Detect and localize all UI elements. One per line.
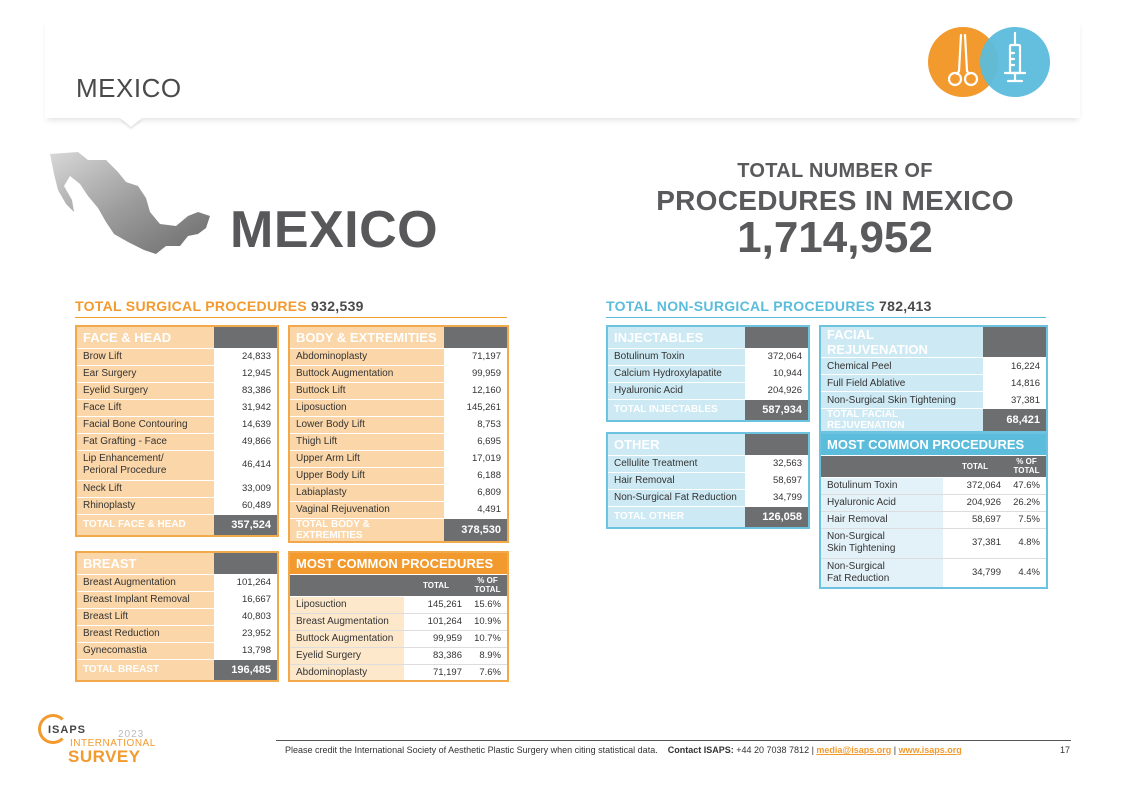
row-percent: 4.4% <box>1007 558 1047 588</box>
row-label: Upper Body Lift <box>289 467 444 484</box>
surgical-body-table <box>288 325 509 543</box>
surgical-most_common-table <box>288 551 509 682</box>
table-title: FACIAL REJUVENATION <box>820 326 983 358</box>
table-row <box>289 382 508 399</box>
logo-isaps: ISAPS <box>48 724 87 736</box>
row-percent: 4.8% <box>1007 528 1047 558</box>
table-header-row <box>289 552 508 574</box>
table-row <box>76 399 278 416</box>
row-label: Gynecomastia <box>76 642 214 659</box>
row-label: Breast Implant Removal <box>76 591 214 608</box>
subheader-spacer <box>820 455 943 477</box>
total-label: TOTAL FACE & HEAD <box>76 514 214 536</box>
table-row <box>289 484 508 501</box>
surgical-breast-table <box>75 551 279 682</box>
row-label: Facial Bone Contouring <box>76 416 214 433</box>
surgical-face_head-table <box>75 325 279 537</box>
row-value: 6,809 <box>444 484 508 501</box>
row-label: Labiaplasty <box>289 484 444 501</box>
row-value: 12,160 <box>444 382 508 399</box>
logo-survey: SURVEY <box>68 747 141 766</box>
table-row <box>289 613 508 630</box>
total-value: 196,485 <box>214 659 278 681</box>
table-row <box>820 528 1047 558</box>
row-label: Breast Augmentation <box>289 613 404 630</box>
table-header-row <box>607 433 809 455</box>
row-value: 16,224 <box>983 358 1047 375</box>
table-subheader-row <box>289 574 508 596</box>
table-row <box>289 647 508 664</box>
table-total-row <box>289 518 508 542</box>
row-label: Thigh Lift <box>289 433 444 450</box>
table-title: MOST COMMON PROCEDURES <box>820 433 1047 455</box>
row-label: Ear Surgery <box>76 365 214 382</box>
row-label: Cellulite Treatment <box>607 455 745 472</box>
row-percent: 7.6% <box>468 664 508 681</box>
row-label: Botulinum Toxin <box>607 348 745 365</box>
row-label: Buttock Lift <box>289 382 444 399</box>
row-value: 83,386 <box>404 647 468 664</box>
row-value: 16,667 <box>214 591 278 608</box>
table-total-row <box>76 514 278 536</box>
table-title: INJECTABLES <box>607 326 745 348</box>
row-label-line1: Non-Surgical <box>827 560 885 572</box>
country-title: MEXICO <box>230 201 439 259</box>
col-pct-header: % OF TOTAL <box>468 574 508 596</box>
table-header-row <box>76 326 278 348</box>
footer-contact-label: Contact ISAPS: <box>667 745 734 755</box>
table-row <box>76 591 278 608</box>
total-value: 587,934 <box>745 399 809 421</box>
table-row <box>289 596 508 613</box>
surgical-total: 932,539 <box>311 298 364 314</box>
row-value: 17,019 <box>444 450 508 467</box>
row-label: Brow Lift <box>76 348 214 365</box>
table-row <box>607 455 809 472</box>
table-row <box>289 501 508 518</box>
row-label: Face Lift <box>76 399 214 416</box>
table-row <box>76 480 278 497</box>
row-value: 101,264 <box>214 574 278 591</box>
nonsurgical-most_common-table <box>819 432 1048 589</box>
row-value: 372,064 <box>943 477 1007 494</box>
row-value: 83,386 <box>214 382 278 399</box>
row-value: 6,695 <box>444 433 508 450</box>
table-row <box>820 494 1047 511</box>
table-row <box>607 489 809 506</box>
table-title-spacer <box>214 326 278 348</box>
total-value: 126,058 <box>745 506 809 528</box>
row-percent: 15.6% <box>468 596 508 613</box>
row-label: Lower Body Lift <box>289 416 444 433</box>
table-row <box>289 450 508 467</box>
row-label: Breast Reduction <box>76 625 214 642</box>
table-title: BODY & EXTREMITIES <box>289 326 444 348</box>
row-label: Buttock Augmentation <box>289 365 444 382</box>
row-label: Hyaluronic Acid <box>607 382 745 399</box>
row-label: Full Field Ablative <box>820 375 983 392</box>
row-label: Rhinoplasty <box>76 497 214 514</box>
total-label: TOTAL BODY & EXTREMITIES <box>289 518 444 542</box>
row-value: 40,803 <box>214 608 278 625</box>
row-label-line2: Skin Tightening <box>827 543 896 554</box>
table-total-row <box>607 399 809 421</box>
table-row <box>289 348 508 365</box>
row-label: Abdominoplasty <box>289 664 404 681</box>
total-line2: PROCEDURES IN MEXICO <box>656 185 1014 216</box>
table-title: FACE & HEAD <box>76 326 214 348</box>
table-row <box>289 467 508 484</box>
row-label: Calcium Hydroxylapatite <box>607 365 745 382</box>
row-percent: 8.9% <box>468 647 508 664</box>
col-total-header: TOTAL <box>404 574 468 596</box>
row-value: 14,816 <box>983 375 1047 392</box>
table-row <box>820 392 1047 409</box>
table-header-row <box>607 326 809 348</box>
table-title-spacer <box>214 552 278 574</box>
row-value: 32,563 <box>745 455 809 472</box>
table-row <box>607 348 809 365</box>
table-row <box>820 511 1047 528</box>
row-value: 204,926 <box>745 382 809 399</box>
nonsurgical-other-table <box>606 432 810 529</box>
row-label-line1: Non-Surgical <box>827 531 885 542</box>
mexico-map <box>48 150 218 265</box>
row-label: Liposuction <box>289 399 444 416</box>
row-percent: 47.6% <box>1007 477 1047 494</box>
col-pct-header: % OF TOTAL <box>1007 455 1047 477</box>
table-row <box>76 365 278 382</box>
table-row <box>289 416 508 433</box>
total-value: 1,714,952 <box>737 213 933 262</box>
row-label: Abdominoplasty <box>289 348 444 365</box>
total-procedures-block <box>600 160 1070 263</box>
row-value: 58,697 <box>745 472 809 489</box>
table-row <box>76 625 278 642</box>
syringe-icon <box>980 27 1050 97</box>
row-label: Eyelid Surgery <box>76 382 214 399</box>
table-row <box>607 472 809 489</box>
nonsurgical-heading <box>606 298 1046 318</box>
table-total-row <box>607 506 809 528</box>
table-row <box>820 477 1047 494</box>
table-header-row <box>820 433 1047 455</box>
row-value: 49,866 <box>214 433 278 450</box>
row-label-line2: Fat Reduction <box>827 572 890 584</box>
row-value: 37,381 <box>943 528 1007 558</box>
row-label: Fat Grafting - Face <box>76 433 214 450</box>
table-row <box>607 365 809 382</box>
total-value: 357,524 <box>214 514 278 536</box>
table-header-row <box>76 552 278 574</box>
table-title-spacer <box>444 326 508 348</box>
footer-credit: Please credit the International Society of Aesthetic Plastic Surgery when citing statistical data. <box>285 745 658 755</box>
row-label: Vaginal Rejuvenation <box>289 501 444 518</box>
total-line1: TOTAL NUMBER OF <box>737 160 933 182</box>
footer-website-link[interactable]: www.isaps.org <box>898 745 962 755</box>
nonsurgical-heading-label: TOTAL NON-SURGICAL PROCEDURES <box>606 298 876 314</box>
row-value: 13,798 <box>214 642 278 659</box>
table-row <box>76 608 278 625</box>
table-header-row <box>289 326 508 348</box>
row-label: Non-Surgical Skin Tightening <box>820 392 983 409</box>
row-percent: 7.5% <box>1007 511 1047 528</box>
row-value: 99,959 <box>404 630 468 647</box>
row-label: Eyelid Surgery <box>289 647 404 664</box>
row-label: Neck Lift <box>76 480 214 497</box>
row-label <box>76 450 214 480</box>
row-percent: 10.7% <box>468 630 508 647</box>
row-value: 31,942 <box>214 399 278 416</box>
row-value: 58,697 <box>943 511 1007 528</box>
header-notch <box>120 118 142 127</box>
row-value: 14,639 <box>214 416 278 433</box>
subheader-spacer <box>289 574 404 596</box>
nonsurgical-total: 782,413 <box>879 298 932 314</box>
row-value: 24,833 <box>214 348 278 365</box>
table-row <box>76 642 278 659</box>
row-value: 145,261 <box>404 596 468 613</box>
row-value: 34,799 <box>745 489 809 506</box>
header-bar <box>45 18 1080 118</box>
nonsurgical-facial-table <box>819 325 1048 433</box>
table-row <box>820 558 1047 588</box>
row-value: 372,064 <box>745 348 809 365</box>
row-percent: 10.9% <box>468 613 508 630</box>
page-title: MEXICO <box>76 73 182 103</box>
nonsurgical-injectables-table <box>606 325 810 422</box>
total-label: TOTAL INJECTABLES <box>607 399 745 421</box>
row-label: Breast Augmentation <box>76 574 214 591</box>
surgical-heading-label: TOTAL SURGICAL PROCEDURES <box>75 298 308 314</box>
table-total-row <box>76 659 278 681</box>
table-row <box>289 630 508 647</box>
row-label: Upper Arm Lift <box>289 450 444 467</box>
row-label: Hair Removal <box>607 472 745 489</box>
footer-phone: +44 20 7038 7812 <box>736 745 810 755</box>
table-title-spacer <box>983 326 1047 358</box>
total-value: 378,530 <box>444 518 508 542</box>
row-label: Breast Lift <box>76 608 214 625</box>
total-label: TOTAL OTHER <box>607 506 745 528</box>
row-value: 8,753 <box>444 416 508 433</box>
row-label: Hyaluronic Acid <box>820 494 943 511</box>
row-value: 23,952 <box>214 625 278 642</box>
table-header-row <box>820 326 1047 358</box>
logo-year: 2023 <box>118 729 145 740</box>
row-label <box>820 558 943 588</box>
table-title-spacer <box>745 433 809 455</box>
row-label: Chemical Peel <box>820 358 983 375</box>
table-title: OTHER <box>607 433 745 455</box>
row-label: Liposuction <box>289 596 404 613</box>
row-value: 34,799 <box>943 558 1007 588</box>
row-value: 4,491 <box>444 501 508 518</box>
table-title: BREAST <box>76 552 214 574</box>
table-total-row <box>820 409 1047 433</box>
table-row <box>76 433 278 450</box>
table-row <box>76 382 278 399</box>
footer-email-link[interactable]: media@isaps.org <box>816 745 892 755</box>
row-label: Hair Removal <box>820 511 943 528</box>
footer-divider <box>276 740 1071 741</box>
total-label: TOTAL FACIAL REJUVENATION <box>820 409 983 433</box>
row-value: 204,926 <box>943 494 1007 511</box>
table-subheader-row <box>820 455 1047 477</box>
table-row <box>820 375 1047 392</box>
table-row <box>289 664 508 681</box>
col-total-header: TOTAL <box>943 455 1007 477</box>
row-value: 60,489 <box>214 497 278 514</box>
row-value: 46,414 <box>214 450 278 480</box>
table-row <box>607 382 809 399</box>
row-value: 99,959 <box>444 365 508 382</box>
row-label: Buttock Augmentation <box>289 630 404 647</box>
row-value: 71,197 <box>404 664 468 681</box>
row-label-line1: Lip Enhancement/ <box>83 453 164 464</box>
row-value: 6,188 <box>444 467 508 484</box>
total-label: TOTAL BREAST <box>76 659 214 681</box>
row-label <box>820 528 943 558</box>
logo-international: INTERNATIONAL <box>70 738 156 749</box>
table-row <box>289 433 508 450</box>
row-percent: 26.2% <box>1007 494 1047 511</box>
table-row <box>76 497 278 514</box>
row-value: 101,264 <box>404 613 468 630</box>
table-row <box>76 574 278 591</box>
page-number: 17 <box>1060 745 1071 755</box>
row-value: 71,197 <box>444 348 508 365</box>
row-value: 10,944 <box>745 365 809 382</box>
row-value: 37,381 <box>983 392 1047 409</box>
row-value: 12,945 <box>214 365 278 382</box>
row-label: Botulinum Toxin <box>820 477 943 494</box>
table-row <box>820 358 1047 375</box>
table-row <box>76 416 278 433</box>
row-label-line2: Perioral Procedure <box>83 465 167 476</box>
row-label: Non-Surgical Fat Reduction <box>607 489 745 506</box>
row-value: 33,009 <box>214 480 278 497</box>
surgical-heading <box>75 298 507 318</box>
table-row <box>289 399 508 416</box>
table-title: MOST COMMON PROCEDURES <box>289 552 508 574</box>
table-title-spacer <box>745 326 809 348</box>
table-row <box>289 365 508 382</box>
row-value: 145,261 <box>444 399 508 416</box>
footer-text: Please credit the International Society of Aesthetic Plastic Surgery when citing statistical data. Contact ISAPS: +44 20 7038 7812 | media@isaps.org | www.isaps.org <box>285 745 962 755</box>
total-value: 68,421 <box>983 409 1047 433</box>
table-row <box>76 450 278 480</box>
table-row <box>76 348 278 365</box>
